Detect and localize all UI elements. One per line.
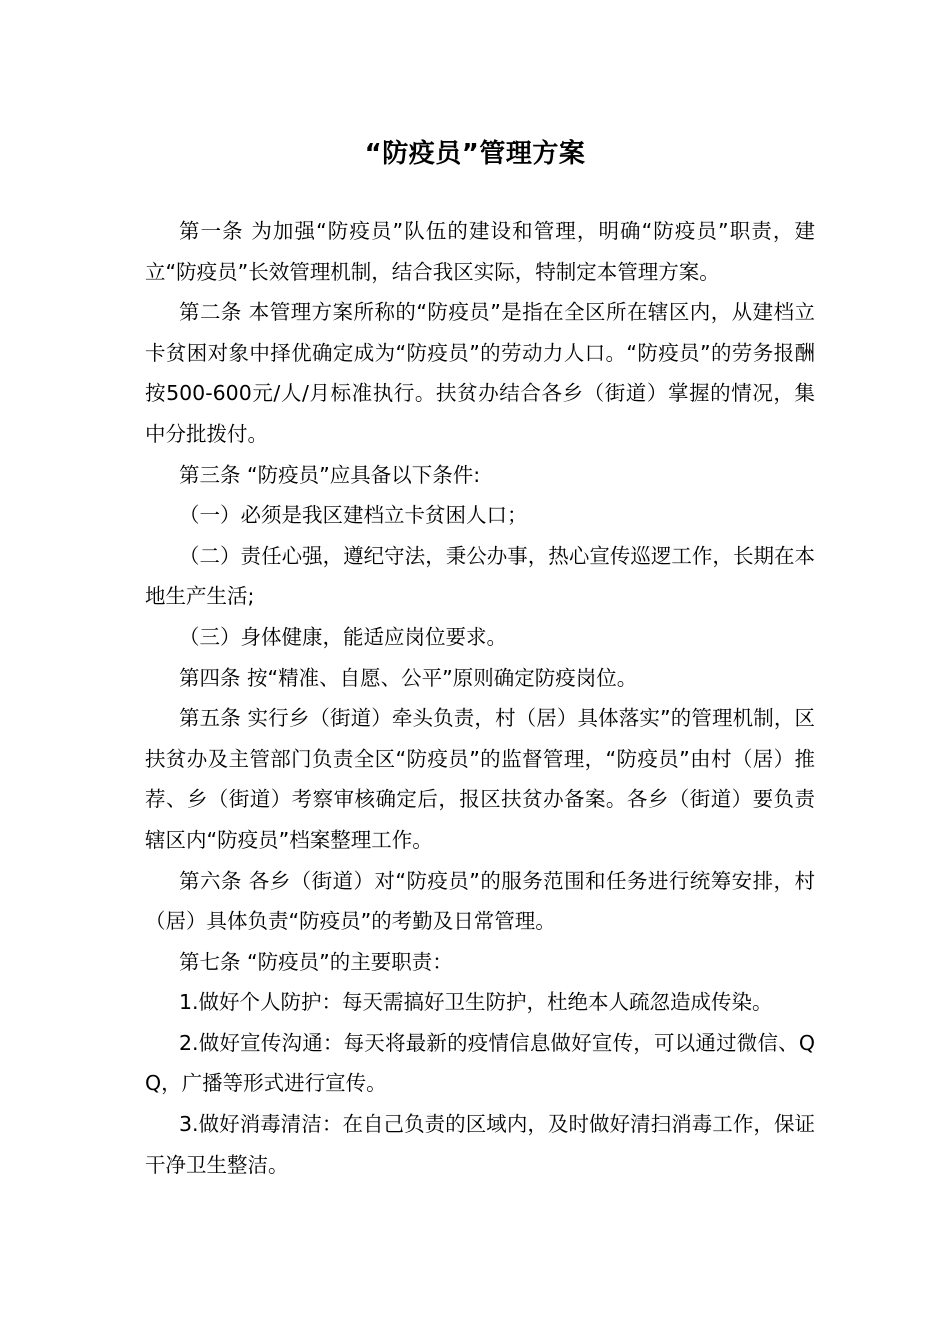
document-body [145,211,815,1185]
paragraph-condition-2: （二）责任心强，遵纪守法，秉公办事，热心宣传巡逻工作，长期在本地生产生活; [145,543,815,609]
paragraph-duty-1: 1.做好个人防护：每天需搞好卫生防护，杜绝本人疏忽造成传染。 [179,990,773,1015]
paragraph-duty-2: 2.做好宣传沟通：每天将最新的疫情信息做好宣传，可以通过微信、QQ，广播等形式进行宣传。 [145,1030,815,1096]
paragraph-article-1: 第一条 为加强“防疫员”队伍的建设和管理，明确“防疫员”职责，建立“防疫员”长效管理机制，结合我区实际，特制定本管理方案。 [145,219,815,284]
paragraph-duty-3: 3.做好消毒清洁：在自己负责的区域内，及时做好清扫消毒工作，保证干净卫生整洁。 [145,1112,815,1177]
paragraph-article-6: 第六条 各乡（街道）对“防疫员”的服务范围和任务进行统筹安排，村（居）具体负责“防疫员”的考勤及日常管理。 [145,868,815,934]
paragraph-article-2: 第二条 本管理方案所称的“防疫员”是指在全区所在辖区内，从建档立卡贫困对象中择优确定成为“防疫员”的劳动力人口。“防疫员”的劳务报酬按500-600元/人/月标准执行。扶贫办结合各乡（街道）掌握的情况，集中分批拨付。 [145,300,815,446]
paragraph-condition-3: （三）身体健康，能适应岗位要求。 [179,624,507,649]
paragraph-condition-1: （一）必须是我区建档立卡贫困人口； [179,503,528,528]
paragraph-article-3: 第三条 “防疫员”应具备以下条件: [179,462,481,487]
paragraph-article-7: 第七条 “防疫员”的主要职责： [179,949,453,974]
document-title: “防疫员”管理方案 [364,139,586,169]
paragraph-article-4: 第四条 按“精准、自愿、公平”原则确定防疫岗位。 [179,665,638,690]
paragraph-article-5: 第五条 实行乡（街道）牵头负责，村（居）具体落实”的管理机制，区扶贫办及主管部门负责全区“防疫员”的监督管理，“防疫员”由村（居）推荐、乡（街道）考察审核确定后，报区扶贫办备案。各乡（街道）要负责辖区内“防疫员”档案整理工作。 [145,706,815,852]
